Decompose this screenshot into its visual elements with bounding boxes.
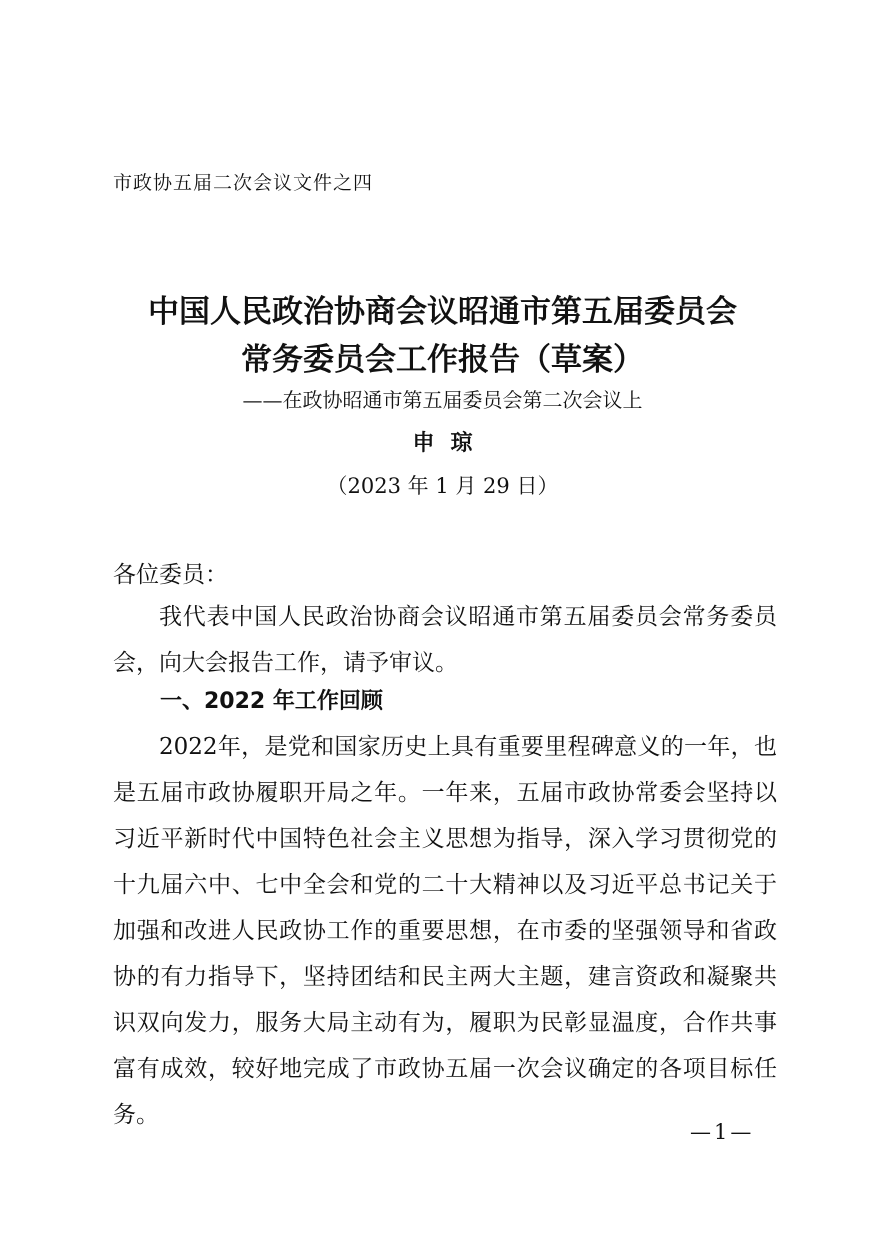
report-title-line-1: 中国人民政治协商会议昭通市第五届委员会: [148, 294, 737, 330]
document-series-label: 市政协五届二次会议文件之四: [113, 172, 374, 194]
report-title-line-2: 常务委员会工作报告（草案）: [241, 342, 644, 378]
intro-paragraph: 我代表中国人民政治协商会议昭通市第五届委员会常务委员会，向大会报告工作，请予审议。: [113, 604, 777, 676]
section-heading: 一、2022 年工作回顾: [160, 689, 383, 714]
report-subtitle: ——在政协昭通市第五届委员会第二次会议上: [242, 388, 643, 412]
report-author: 申琼: [412, 431, 489, 456]
salutation: 各位委员：: [113, 562, 228, 588]
page-number: —1—: [690, 1120, 755, 1144]
report-date: （2023 年 1 月 29 日）: [326, 474, 559, 498]
review-paragraph: 2022年，是党和国家历史上具有重要里程碑意义的一年，也是五届市政协履职开局之年。一年来，五届市政协常委会坚持以习近平新时代中国特色社会主义思想为指导，深入学习贯彻党的十九届六中、七中全会和党的二十大精神以及习近平总书记关于加强和改进人民政协工作的重要思想，在市委的坚强领导和省政协的有力指导下，坚持团结和民主两大主题，建言资政和凝聚共识双向发力，服务大局主动有为，履职为民彰显温度，合作共事富有成效，较好地完成了市政协五届一次会议确定的各项目标任务。: [113, 734, 777, 1128]
